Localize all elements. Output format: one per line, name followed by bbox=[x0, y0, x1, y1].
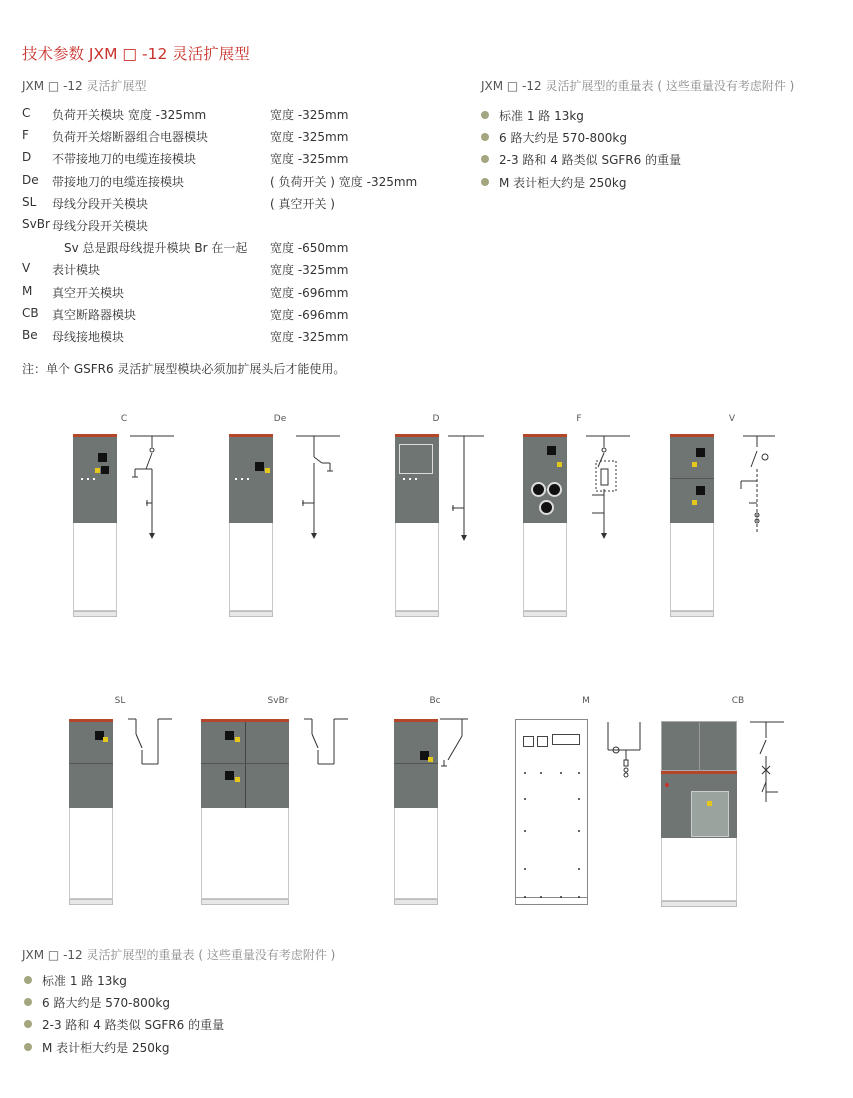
spec-desc: Sv 总是跟母线提升模块 Br 在一起 bbox=[64, 241, 248, 256]
spec-table bbox=[22, 103, 462, 347]
cabinet-m-dots bbox=[515, 719, 588, 905]
spec-code: V bbox=[22, 261, 31, 276]
spec-width: 宽度 -696mm bbox=[270, 307, 349, 322]
diagram-v bbox=[735, 433, 779, 545]
spec-desc: 真空断路器模块 bbox=[52, 307, 137, 322]
spec-desc: 母线接地模块 bbox=[52, 329, 125, 344]
diagram-de bbox=[296, 433, 340, 543]
diagram-d bbox=[448, 433, 484, 545]
bullet-icon bbox=[481, 155, 489, 163]
bullet-icon bbox=[24, 998, 32, 1006]
cabinet-d bbox=[395, 434, 439, 617]
spec-width: 宽度 -325mm bbox=[270, 152, 349, 167]
spec-code: D bbox=[22, 150, 32, 165]
weight-heading-bottom bbox=[22, 946, 335, 963]
diagram-cb bbox=[750, 716, 786, 806]
cabinet-f bbox=[523, 434, 567, 617]
spec-row bbox=[22, 214, 462, 236]
diagram-c bbox=[130, 433, 174, 543]
spec-row bbox=[22, 281, 462, 303]
cabinet-c bbox=[73, 434, 117, 617]
spec-width: 宽度 -696mm bbox=[270, 285, 349, 300]
cabinet-label-f: F bbox=[576, 414, 582, 424]
spec-row bbox=[22, 147, 462, 169]
spec-width: 宽度 -325mm bbox=[270, 329, 349, 344]
spec-row bbox=[22, 325, 462, 347]
diagram-bc bbox=[440, 716, 468, 770]
weight-heading-right bbox=[481, 77, 794, 94]
spec-code: CB bbox=[22, 305, 39, 320]
spec-row bbox=[22, 125, 462, 147]
spec-code: Be bbox=[22, 327, 38, 342]
diagram-m bbox=[604, 716, 644, 780]
page-title: 技术参数 JXM □ -12 灵活扩展型 bbox=[22, 45, 250, 63]
spec-width: 宽度 -650mm bbox=[270, 241, 349, 256]
cabinet-label-bc: Bc bbox=[429, 696, 441, 706]
bullet-icon bbox=[481, 178, 489, 186]
spec-width: ( 真空开关 ) bbox=[270, 196, 335, 211]
bullet-icon bbox=[24, 1020, 32, 1028]
cabinet-label-cb: CB bbox=[731, 696, 745, 706]
cabinet-label-svbr: SvBr bbox=[267, 696, 289, 706]
cabinet-v bbox=[670, 434, 714, 617]
cabinet-label-de: De bbox=[273, 414, 287, 424]
spec-width: ( 负荷开关 ) 宽度 -325mm bbox=[270, 174, 418, 189]
spec-code: SvBr bbox=[22, 216, 50, 231]
diagram-svbr bbox=[304, 716, 348, 770]
cabinet-sl bbox=[69, 719, 113, 905]
spec-desc: 表计模块 bbox=[52, 263, 101, 278]
spec-desc: 带接地刀的电缆连接模块 bbox=[52, 174, 185, 189]
note-text: 注：单个 GSFR6 灵活扩展型模块必须加扩展头后才能使用。 bbox=[22, 362, 346, 376]
weight-heading-rest: 灵活扩展型的重量表 ( 这些重量没有考虑附件 ) bbox=[545, 79, 795, 93]
cabinet-label-c: C bbox=[120, 414, 128, 424]
bullet-icon bbox=[24, 1043, 32, 1051]
spec-row bbox=[22, 236, 462, 258]
cabinet-de bbox=[229, 434, 273, 617]
bullet-icon bbox=[481, 133, 489, 141]
spec-code: C bbox=[22, 106, 31, 120]
weight-heading-prefix: JXM □ -12 bbox=[481, 79, 542, 93]
weight-heading-prefix: JXM □ -12 bbox=[22, 948, 83, 962]
spec-row bbox=[22, 103, 462, 125]
spec-row bbox=[22, 192, 462, 214]
weight-heading-rest: 灵活扩展型的重量表 ( 这些重量没有考虑附件 ) bbox=[86, 948, 336, 962]
spec-desc: 不带接地刀的电缆连接模块 bbox=[52, 152, 197, 167]
diagram-sl bbox=[128, 716, 172, 770]
spec-desc: 真空开关模块 bbox=[52, 285, 125, 300]
cabinet-label-sl: SL bbox=[114, 696, 126, 706]
cabinet-label-d: D bbox=[432, 414, 440, 424]
spec-desc: 负荷开关模块 宽度 -325mm bbox=[52, 108, 207, 122]
cabinet-label-v: V bbox=[728, 414, 736, 424]
spec-heading-rest: 灵活扩展型 bbox=[86, 79, 147, 93]
cabinet-svbr bbox=[201, 719, 289, 905]
bullet-icon bbox=[24, 976, 32, 984]
bullet-icon bbox=[481, 111, 489, 119]
spec-row bbox=[22, 258, 462, 280]
spec-row bbox=[22, 303, 462, 325]
cabinet-label-m: M bbox=[582, 696, 590, 706]
spec-code: SL bbox=[22, 194, 37, 209]
spec-heading bbox=[22, 77, 147, 94]
spec-code: M bbox=[22, 283, 33, 298]
spec-code: F bbox=[22, 128, 29, 143]
cabinet-cb bbox=[661, 721, 737, 907]
spec-desc: 母线分段开关模块 bbox=[52, 218, 149, 233]
cabinet-bc bbox=[394, 719, 438, 905]
spec-width: 宽度 -325mm bbox=[270, 130, 349, 145]
spec-width: 宽度 -325mm bbox=[270, 108, 349, 122]
spec-width: 宽度 -325mm bbox=[270, 263, 349, 278]
spec-desc: 母线分段开关模块 bbox=[52, 196, 149, 211]
spec-desc: 负荷开关熔断器组合电器模块 bbox=[52, 130, 209, 145]
spec-row bbox=[22, 170, 462, 192]
spec-code: De bbox=[22, 172, 39, 187]
diagram-f bbox=[586, 433, 630, 543]
spec-heading-prefix: JXM □ -12 bbox=[22, 79, 83, 93]
